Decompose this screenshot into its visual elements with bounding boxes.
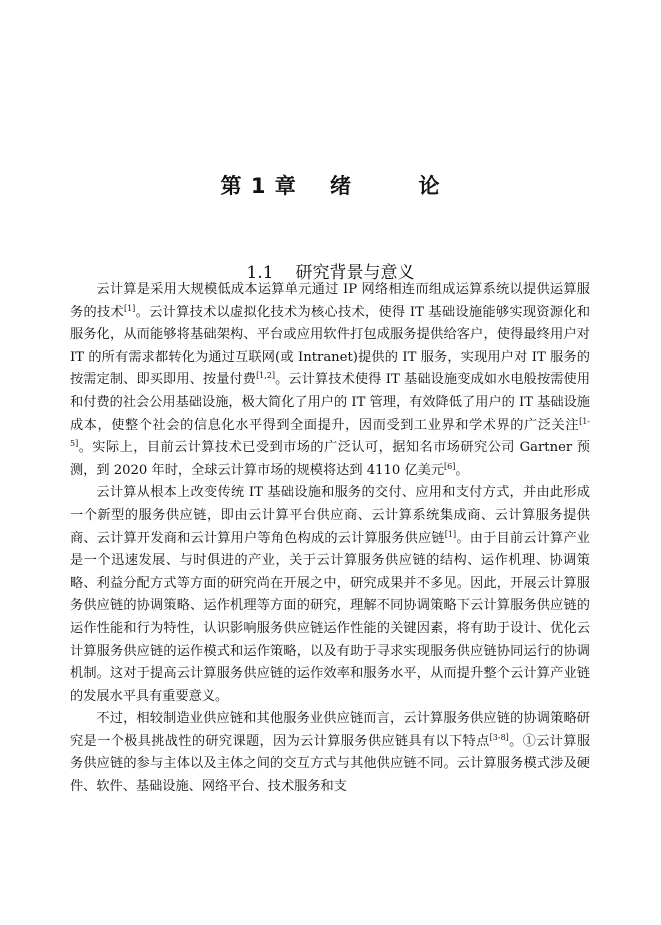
text-run: 。云计算技术使得 IT 基础设施变成如水电般按需使用和付费的社会公用基础设施，极大简化了用户的 IT 管理，有效降低了用户的 IT 基础设施成本，使整个社会的信息化水平得到全面提升，因而受到工业界和学术界的广泛关注 bbox=[70, 372, 591, 433]
text-run: 。①云计算服务供应链的参与主体以及主体之间的交互方式与其他供应链不同。云计算服务模式涉及硬件、软件、基础设施、网络平台、技术服务和支 bbox=[70, 733, 591, 795]
citation: [1,2] bbox=[256, 371, 276, 381]
text-run: 云计算从根本上改变传统 IT 基础设施和服务的交付、应用和支付方式，并由此形成一个新型的服务供应链，即由云计算平台供应商、云计算系统集成商、云计算服务提供商、云计算开发商和云计算用户等角色构成的云计算服务供应链 bbox=[70, 485, 590, 546]
citation: [6] bbox=[444, 461, 456, 471]
citation: [1] bbox=[123, 303, 136, 313]
paragraph-3 bbox=[70, 708, 590, 798]
paragraph-2 bbox=[70, 482, 590, 708]
body-text bbox=[70, 279, 590, 799]
citation: [1] bbox=[444, 529, 457, 539]
citation: [1-5] bbox=[70, 416, 590, 449]
text-run: 云计算是采用大规模低成本运算单元通过 IP 网络相连而组成运算系统以提供运算服务的技术 bbox=[70, 282, 590, 320]
section-title: 研究背景与意义 bbox=[295, 263, 415, 283]
chapter-title: 第 1 章 绪 论 bbox=[220, 174, 441, 198]
text-run: 不过，相较制造业供应链和其他服务业供应链而言，云计算服务供应链的协调策略研究是一个极具挑战性的研究课题，因为云计算服务供应链具有以下特点 bbox=[70, 711, 590, 749]
section-number: 1.1 bbox=[246, 263, 274, 283]
text-run: 。云计算技术以虚拟化技术为核心技术，使得 IT 基础设施能够实现资源化和服务化，从而能够将基础架构、平台或应用软件打包成服务提供给客户，使得最终用户对 IT 的所有需求都转化为通过互联网(或 Intranet)提供的 IT 服务，实现用户对 IT 服务的按需定制、即买即用、按量付费 bbox=[70, 304, 591, 388]
text-run: 。 bbox=[455, 462, 469, 478]
text-run: 。由于目前云计算产业是一个迅速发展、与时俱进的产业，关于云计算服务供应链的结构、运作机理、协调策略、利益分配方式等方面的研究尚在开展之中，研究成果并不多见。因此，开展云计算服务供应链的协调策略、运作机理等方面的研究，理解不同协调策略下云计算服务供应链的运作性能和行为特性，认识影响服务供应链运作性能的关键因素，将有助于设计、优化云计算服务供应链的运作模式和运作策略，以及有助于寻求实现服务供应链协同运行的协调机制。这对于提高云计算服务供应链的运作效率和服务水平，从而提升整个云计算产业链的发展水平具有重要意义。 bbox=[70, 530, 590, 704]
text-run: 。实际上，目前云计算技术已受到市场的广泛认可，据知名市场研究公司 Gartner 预测，到 2020 年时，全球云计算市场的规模将达到 4110 亿美元 bbox=[70, 440, 590, 478]
citation: [3-8] bbox=[489, 732, 509, 742]
paragraph-1 bbox=[70, 279, 590, 482]
